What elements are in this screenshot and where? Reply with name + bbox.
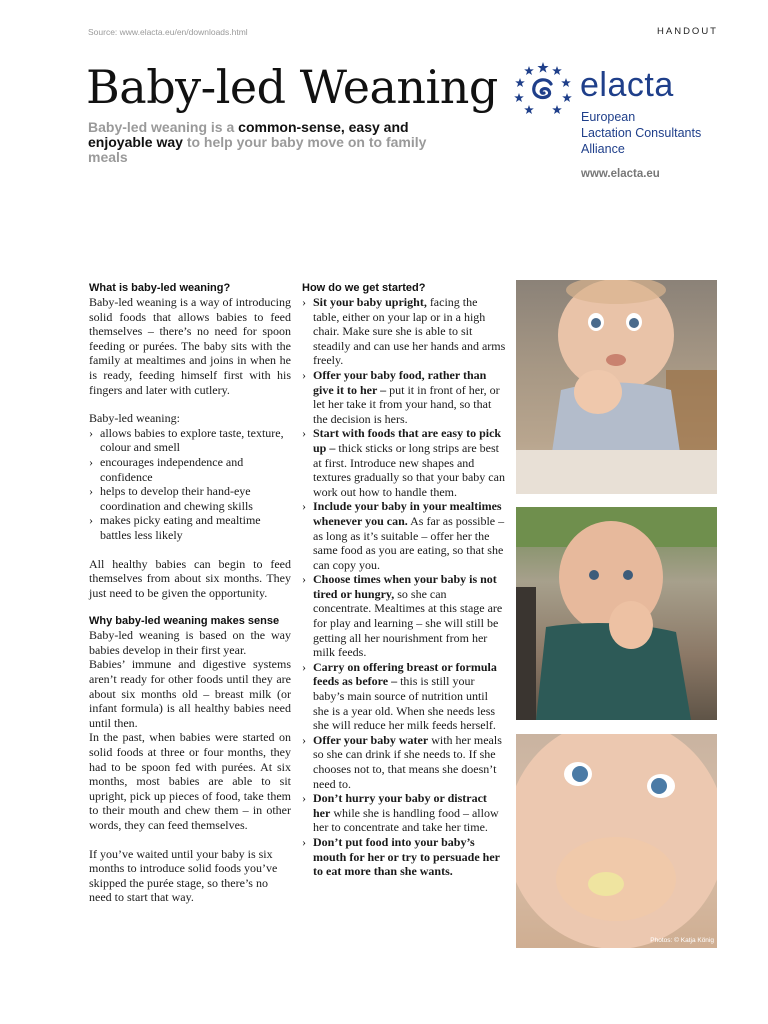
- step-text: while she is handling food – allow her to concentrate and take her time.: [313, 805, 499, 835]
- step-text: As far as possible – as long as it’s suitable – offer her the same food as you are eating, so that she can copy you.: [313, 513, 505, 572]
- org-line: European: [581, 110, 636, 124]
- step-bold: Start with foods that are easy to pick up –: [313, 426, 502, 455]
- section-heading: Why baby-led weaning makes sense: [89, 615, 280, 628]
- section-heading: What is baby-led weaning?: [89, 282, 231, 294]
- step-bold: Don’t put food into your baby’s mouth for her or try to persuade her to eat more than she wants.: [313, 834, 500, 879]
- list-item: › encourages independence and confidence: [89, 455, 291, 484]
- org-name: [581, 109, 701, 157]
- baby-illustration-icon: [516, 507, 717, 720]
- elacta-logo-icon: [510, 60, 576, 120]
- subtitle-part-c: to help your baby move on to family meals: [88, 134, 427, 165]
- page-title: Baby-led Weaning: [86, 60, 498, 114]
- list-item: [302, 835, 506, 879]
- steps-list: [302, 295, 506, 879]
- list-item: [302, 733, 506, 791]
- step-text: so she can concentrate. Mealtimes at this stage are for play and learning – she will still be getting all her nourishment from her milk feeds.: [313, 586, 503, 660]
- paragraph: All healthy babies can begin to feed themselves from about six months. They just need to be given the opportunity.: [89, 556, 291, 600]
- step-text: this is still your baby’s main source of nutrition until she is a year old. When she needs less she will reduce her milk feeds herself.: [313, 674, 496, 733]
- brand-name: elacta: [580, 66, 674, 104]
- baby-photo-1: [516, 280, 717, 494]
- list-item: [302, 572, 506, 660]
- paragraph: Baby-led weaning is a way of introducing solid foods that allows babies to feed themselves – there’s no need for spoon feeding or purées. The baby sits with the family at mealtimes and joins in when he is ready, feeding himself first with his fingers and later with cutlery.: [89, 295, 291, 397]
- column-left: [89, 281, 291, 905]
- subtitle: [88, 120, 448, 165]
- step-bold: Don’t hurry your baby or distract her: [313, 791, 487, 820]
- list-item: › allows babies to explore taste, texture, colour and smell: [89, 426, 291, 455]
- photo-credit: Photos: © Katja König: [650, 937, 714, 944]
- org-line: Lactation Consultants: [581, 126, 702, 140]
- list-item: [302, 368, 506, 426]
- list-item: [302, 791, 506, 835]
- paragraph: Baby-led weaning:: [89, 411, 180, 426]
- column-middle: [302, 281, 506, 879]
- subtitle-part-a: Baby-led weaning is a: [88, 119, 239, 135]
- org-line: Alliance: [581, 142, 625, 156]
- section-heading: How do we get started?: [302, 282, 426, 294]
- list-item: [302, 499, 506, 572]
- paragraph: Baby-led weaning is based on the way babies develop in their first year.: [89, 628, 291, 657]
- baby-photo-2: [516, 507, 717, 720]
- step-text: thick sticks or long strips are best at first. Introduce new shapes and textures gradually so that your baby can work out how to handle them.: [313, 440, 505, 499]
- step-bold: Choose times when your baby is not tired or hungry,: [313, 572, 497, 601]
- website-link[interactable]: www.elacta.eu: [581, 168, 660, 180]
- paragraph: If you’ve waited until your baby is six months to introduce solid foods you’ve skipped the purée stage, so there’s no need to start that way.: [89, 846, 278, 905]
- list-item: [302, 295, 506, 368]
- step-bold: Include your baby in your mealtimes whenever you can.: [313, 499, 502, 528]
- source-line: Source: www.elacta.eu/en/downloads.html: [88, 27, 248, 37]
- step-bold: Offer your baby food, rather than give it to her –: [313, 367, 487, 397]
- paragraph: In the past, when babies were started on solid foods at three or four months, they had to be spoon fed with purées. At six months, most babies are able to sit upright, pick up pieces of food, take them to their mouth and chew them – in other words, they can feed themselves.: [89, 730, 291, 832]
- handout-tag: HANDOUT: [657, 26, 718, 37]
- step-text: put it in front of her, or let her take it from your hand, so that the decision is hers.: [313, 382, 500, 426]
- baby-photo-3: [516, 734, 717, 948]
- step-text: facing the table, either on your lap or in a high chair. Make sure she is able to sit steadily and can use her hands and arms freely.: [313, 295, 506, 368]
- step-bold: Carry on offering breast or formula feeds as before –: [313, 659, 497, 689]
- list-item: [302, 426, 506, 499]
- list-item: › makes picky eating and mealtime battles less likely: [89, 513, 291, 542]
- benefit-list: [89, 426, 291, 543]
- paragraph: Babies’ immune and digestive systems aren’t ready for other foods until they are about six months old – breast milk (or infant formula) is all healthy babies need until then.: [89, 657, 291, 730]
- baby-illustration-icon: [516, 280, 717, 494]
- step-bold: Sit your baby upright,: [313, 295, 427, 309]
- step-bold: Offer your baby water: [313, 732, 429, 747]
- step-text: with her meals so she can drink if she needs to. If she chooses not to, that means she doesn’t need to.: [313, 732, 502, 791]
- subtitle-highlight: common-sense, easy and enjoyable way: [88, 119, 409, 150]
- list-item: › helps to develop their hand-eye coordination and chewing skills: [89, 484, 291, 513]
- list-item: [302, 660, 506, 733]
- baby-illustration-icon: [516, 734, 717, 948]
